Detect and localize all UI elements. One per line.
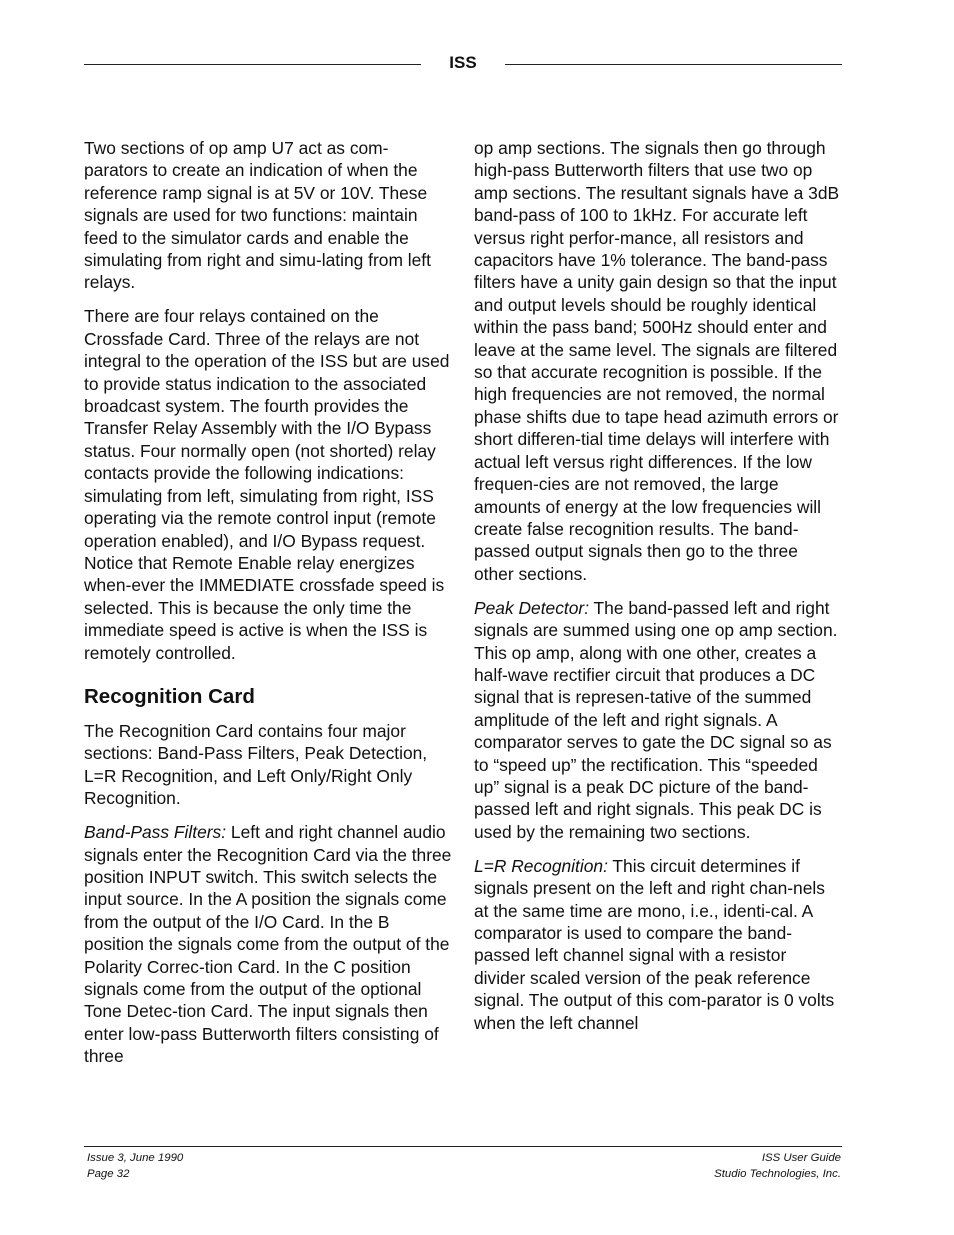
band-pass-filters-text: Left and right channel audio signals enter the Recognition Card via the three position INPUT switch. This switch selects the input source. In the A position the signals come from the output of the I/O Card. In the B position the signals come from the output of the Polarity Correc-tion Card. In the C position signals come from the output of the optional Tone Detec-tion Card. The input signals then enter low-pass Butterworth filters consisting of three (84, 822, 452, 1067)
right-paragraph-1: op amp sections. The signals then go through high-pass Butterworth filters that use two op amp sections. The resultant signals have a 3dB band-pass of 100 to 1kHz. For accurate left versus right perfor-mance, all resistors and capacitors have 1% tolerance. The band-pass filters have a unity gain design so that the input and output levels should be roughly identical within the pass band; 500Hz should enter and leave at the same level. The signals are filtered so that accurate recognition is possible. If the high frequencies are not removed, the normal phase shifts due to tape head azimuth errors or short differen-tial time delays will interfere with actual left versus right differences. If the low frequen-cies are not removed, the large amounts of energy at the low frequencies will create false recognition results. The band-passed output signals then go to the three other sections. (474, 138, 840, 584)
band-pass-filters-label: Band-Pass Filters: (84, 822, 227, 843)
peak-detector-text: The band-passed left and right signals are summed using one op amp section. This op amp, along with one other, creates a half-wave rectifier circuit that produces a DC signal that is represen-tative of the summed amplitude of the left and right signals. A comparator serves to gate the DC signal so as to “speed up” the rectification. This “speeded up” signal is a peak DC picture of the band-passed left and right signals. This peak DC is used by the remaining two sections. (474, 597, 838, 842)
lr-recognition-text: This circuit determines if signals present on the left and right chan-nels at the same time are mono, i.e., identi-cal. A comparator is used to compare the band-passed left channel signal with a resistor divider scaled version of the peak reference signal. The output of this com-parator is 0 volts when the left channel (474, 855, 835, 1033)
footer-guide-title: ISS User Guide (761, 1152, 841, 1164)
right-column (474, 137, 842, 1034)
left-paragraph-4 (84, 821, 452, 1067)
right-paragraph-2 (474, 597, 842, 843)
section-heading-recognition-card: Recognition Card (84, 684, 255, 708)
header-rule-left (84, 64, 421, 65)
peak-detector-label: Peak Detector: (474, 597, 590, 618)
left-column (84, 137, 452, 1068)
footer-issue: Issue 3, June 1990 (87, 1152, 184, 1164)
left-paragraph-1: Two sections of op amp U7 act as com-parators to create an indication of when the reference ramp signal is at 5V or 10V. These signals are used for two functions: maintain feed to the simulator cards and enable the simulating from right and simu-lating from left relays. (84, 138, 431, 293)
left-paragraph-2: There are four relays contained on the Crossfade Card. Three of the relays are not integral to the operation of the ISS but are used to provide status indication to the associated broadcast system. The fourth provides the Transfer Relay Assembly with the I/O Bypass status. Four normally open (not shorted) relay contacts provide the following indications: simulating from left, simulating from right, ISS operating via the remote control input (remote operation enabled), and I/O Bypass request. Notice that Remote Enable relay energizes when-ever the IMMEDIATE crossfade speed is selected. This is because the only time the immediate speed is active is when the ISS is remotely controlled. (84, 306, 450, 663)
footer-rule (84, 1146, 842, 1147)
header-rule-right (505, 64, 842, 65)
left-paragraph-3: The Recognition Card contains four major sections: Band-Pass Filters, Peak Detection, L=R Recognition, and Left Only/Right Only Recognition. (84, 720, 428, 809)
lr-recognition-label: L=R Recognition: (474, 855, 608, 876)
footer-company: Studio Technologies, Inc. (714, 1168, 841, 1180)
right-paragraph-3 (474, 855, 842, 1034)
page-header-title: ISS (449, 53, 477, 72)
footer-page-number: Page 32 (87, 1168, 130, 1180)
